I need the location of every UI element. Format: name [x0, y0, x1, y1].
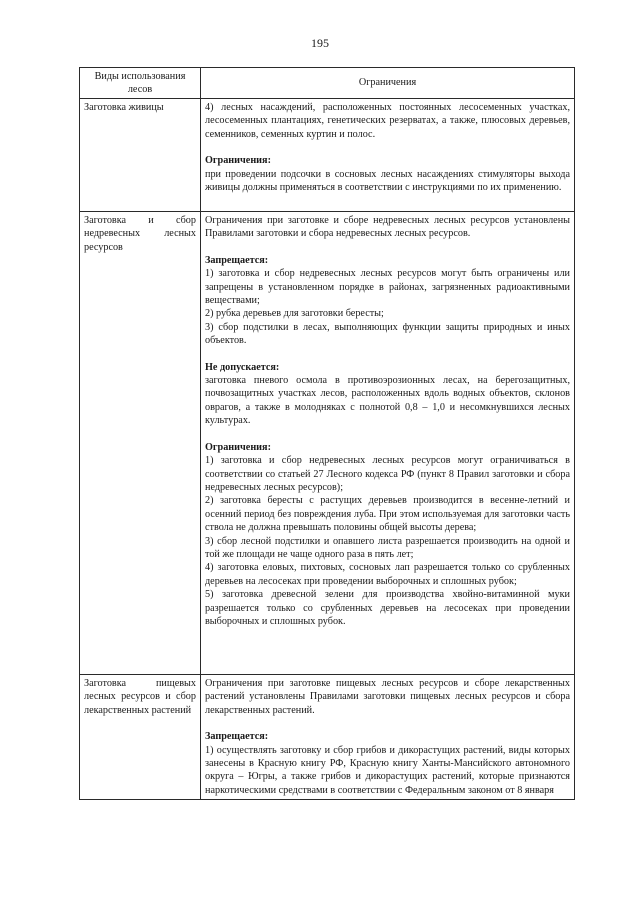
table-row: [80, 99, 575, 212]
forest-use-type: Заготовка живицы: [80, 99, 201, 212]
paragraph: Ограничения при заготовке и сборе недревесных лесных ресурсов установлены Правилами заготовки и сбора недревесных лесных ресурсов.: [205, 215, 570, 240]
list-item: 5) заготовка древесной зелени для производства хвойно-витаминной муки разрешается только со срубленных деревьев на лесосеках при проведении выборочных и сплошных рубок.: [205, 589, 570, 627]
list-item: 2) заготовка бересты с растущих деревьев производится в весенне-летний и осенний период без повреждения луба. При этом используемая для заготовки часть ствола не должна превышать половины общей высоты дерева;: [205, 495, 570, 534]
table-header-row: [80, 68, 575, 99]
list-item: 1) осуществлять заготовку и сбор грибов и дикорастущих растений, виды которых занесены в Красную книгу РФ, Красную книгу Ханты-Мансийского автономного округа – Югры, а также грибов и дикорастущих растений, которые признаются наркотическими средствами в соответствии с Федеральным законом от 8 января: [205, 744, 570, 796]
section-heading: Запрещается:: [205, 254, 269, 266]
list-item: 3) сбор подстилки в лесах, выполняющих функции защиты природных и иных объектов.: [205, 321, 570, 347]
page-number: 195: [311, 36, 329, 50]
section-heading: Ограничения:: [205, 441, 271, 453]
list-item: 1) заготовка и сбор недревесных лесных ресурсов могут быть ограничены или запрещены в установленном порядке в районах, загрязненных радиоактивными веществами;: [205, 268, 570, 307]
paragraph: Ограничения при заготовке пищевых лесных ресурсов и сборе лекарственных растений установлены Правилами заготовки пищевых лесных ресурсов и сбора лекарственных растений.: [205, 678, 570, 716]
section-heading: Ограничения:: [205, 155, 271, 167]
header-restrictions: Ограничения: [201, 68, 575, 99]
list-item: 1) заготовка и сбор недревесных лесных ресурсов могут ограничиваться в соответствии со статьей 27 Лесного кодекса РФ (пункт 8 Правил заготовки и сбора недревесных лесных ресурсов);: [205, 455, 570, 493]
list-item: 2) рубка деревьев для заготовки бересты;: [205, 308, 384, 320]
restrictions-cell: [201, 99, 575, 212]
table-row: [80, 675, 575, 800]
table-row: [80, 212, 575, 675]
list-item: 4) заготовка еловых, пихтовых, сосновых лап разрешается только со срубленных деревьев на лесосеках при проведении выборочных и сплошных рубок;: [205, 562, 570, 587]
section-heading: Запрещается:: [205, 731, 269, 743]
paragraph: заготовка пневого осмола в противоэрозионных лесах, на берегозащитных, почвозащитных участках лесов, расположенных вдоль водных объектов, склонов оврагов, а также в молодняках с полнотой 0,8 – 1,0 и несомкнувшихся лесных культурах.: [205, 375, 570, 427]
paragraph: 4) лесных насаждений, расположенных постоянных лесосеменных участках, лесосеменных плантациях, генетических резерватах, а также, плюсовых деревьев, семенников, семенных куртин и полос.: [205, 102, 570, 140]
section-heading: Не допускается:: [205, 361, 280, 373]
restrictions-cell: [201, 212, 575, 675]
header-forest-use-types: Виды использования лесов: [80, 68, 201, 99]
paragraph: при проведении подсочки в сосновых лесных насаждениях стимуляторы выхода живицы должны применяться в соответствии с инструкциями по их применению.: [205, 168, 570, 194]
restrictions-cell: [201, 675, 575, 800]
forest-use-type: Заготовка пищевых лесных ресурсов и сбор лекарственных растений: [80, 675, 201, 800]
forest-use-type: Заготовка и сбор недревесных лесных ресурсов: [80, 212, 201, 675]
restrictions-table: [79, 67, 575, 800]
list-item: 3) сбор лесной подстилки и опавшего листа разрешается производить на одной и той же площади не чаще одного раза в пять лет;: [205, 535, 570, 560]
